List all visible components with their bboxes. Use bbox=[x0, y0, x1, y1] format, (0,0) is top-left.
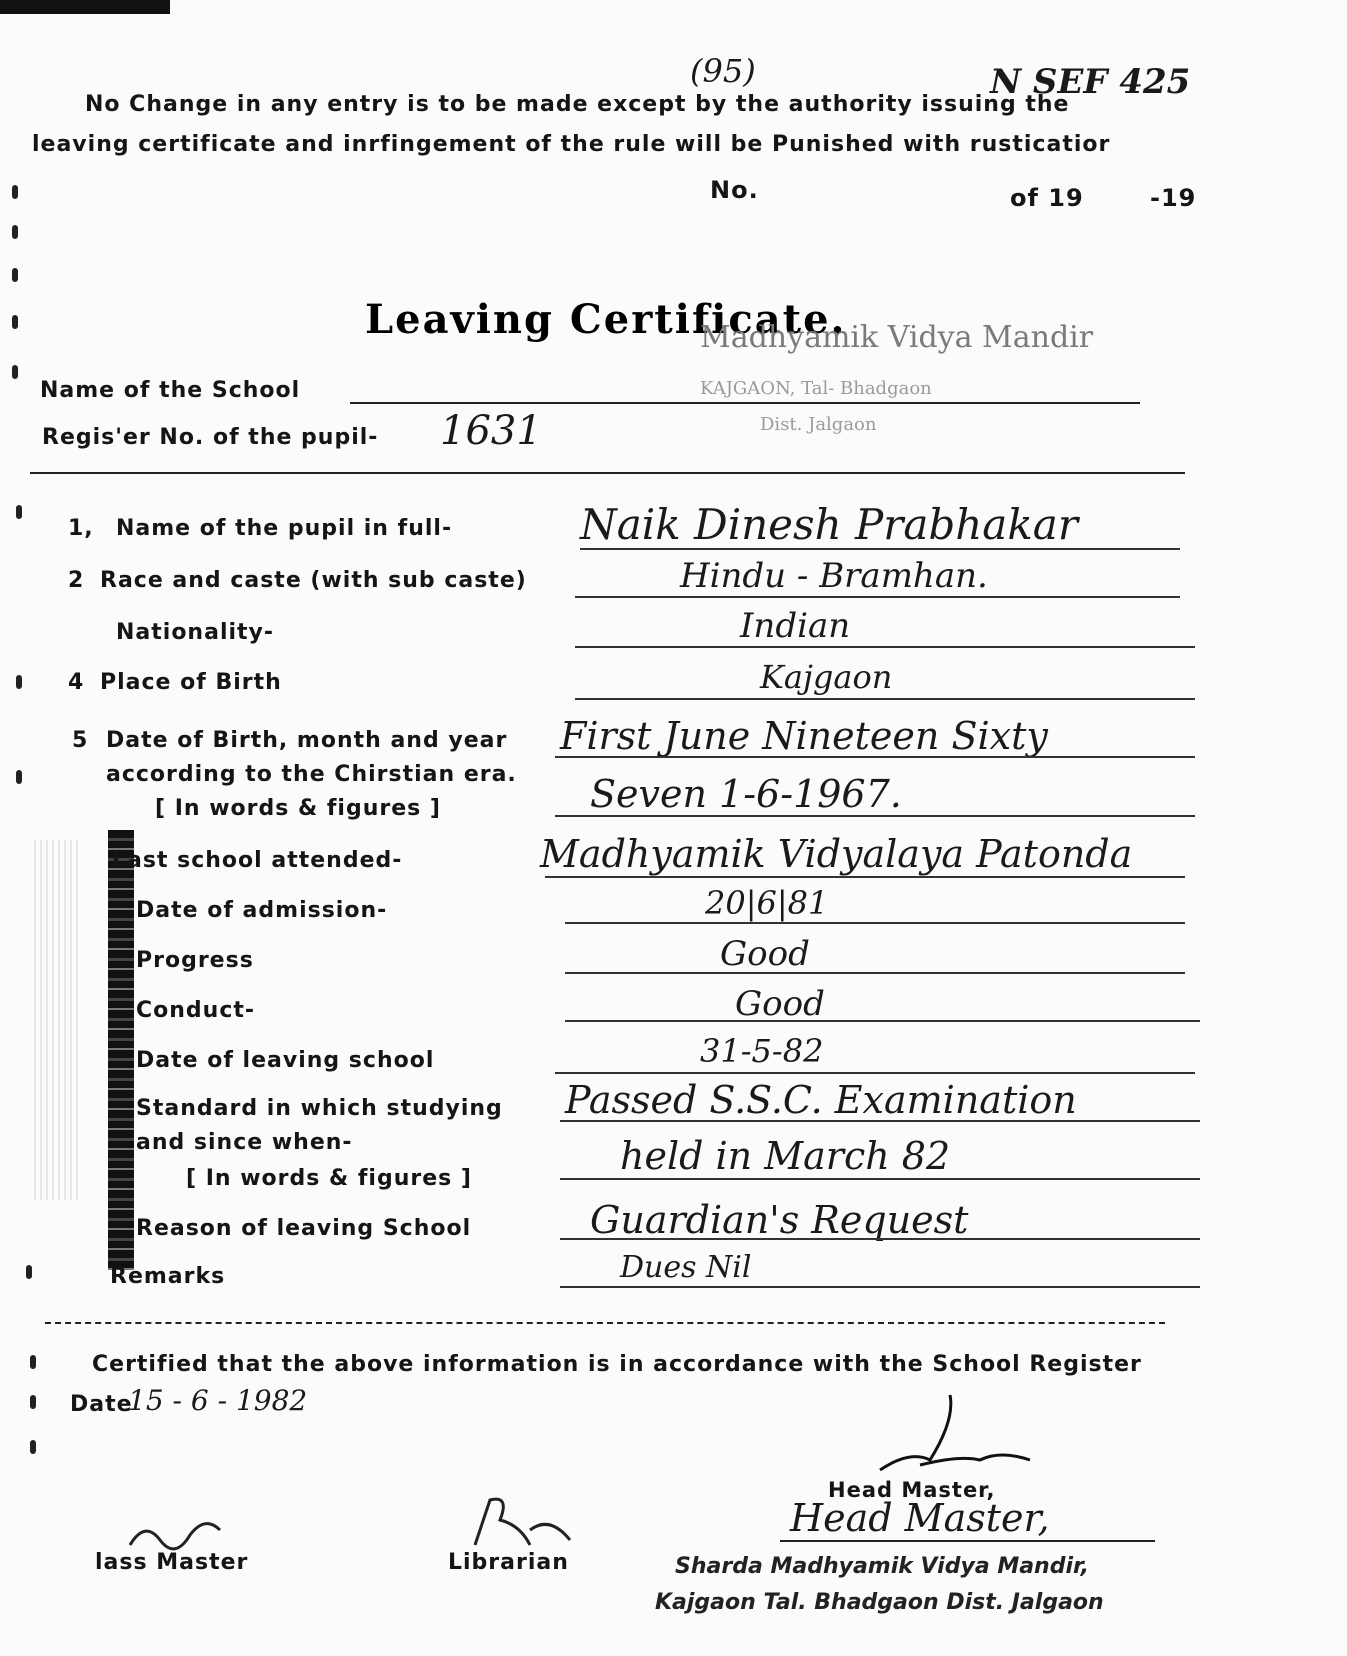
school-stamp-name: Sharda Madhyamik Vidya Mandir, bbox=[675, 1554, 1089, 1579]
school-name-label: Name of the School bbox=[40, 378, 301, 403]
field-label-standard-3: [ In words & figures ] bbox=[186, 1166, 472, 1191]
field-line bbox=[575, 596, 1180, 598]
field-line bbox=[560, 1120, 1200, 1122]
binding-dot bbox=[16, 770, 22, 784]
field-number: 4 bbox=[68, 670, 85, 695]
field-label-remarks: Remarks bbox=[110, 1264, 226, 1289]
date-value: 15 - 6 - 1982 bbox=[128, 1384, 308, 1417]
field-value-nationality: Indian bbox=[740, 606, 851, 646]
field-label-standard: Standard in which studying bbox=[136, 1096, 503, 1121]
field-value-progress: Good bbox=[720, 934, 810, 974]
field-label-dob: Date of Birth, month and year bbox=[106, 728, 508, 753]
field-label-conduct: Conduct- bbox=[136, 998, 256, 1023]
field-line bbox=[555, 815, 1195, 817]
field-value-standard-2: held in March 82 bbox=[620, 1134, 951, 1178]
binding-dot bbox=[12, 185, 18, 199]
field-line bbox=[560, 1178, 1200, 1180]
scan-smudge bbox=[34, 840, 82, 1200]
binding-dot bbox=[30, 1355, 36, 1369]
section-divider bbox=[45, 1322, 1165, 1324]
binding-dot bbox=[16, 505, 22, 519]
field-value-standard: Passed S.S.C. Examination bbox=[565, 1078, 1077, 1122]
certificate-title: Leaving Certificate. bbox=[365, 296, 847, 343]
certification-text: Certified that the above information is in accordance with the School Register bbox=[92, 1352, 1142, 1377]
binding-dot bbox=[12, 365, 18, 379]
head-master-stamp-line bbox=[780, 1540, 1155, 1542]
annotation-top-right: N SEF 425 bbox=[990, 62, 1191, 102]
field-value-name: Naik Dinesh Prabhakar bbox=[580, 500, 1078, 549]
field-line bbox=[560, 1238, 1200, 1240]
year-of-label: of 19 bbox=[1010, 184, 1084, 212]
field-label-standard-2: and since when- bbox=[136, 1130, 353, 1155]
field-value-birthplace: Kajgaon bbox=[760, 658, 893, 696]
field-value-last-school: Madhyamik Vidyalaya Patonda bbox=[540, 832, 1133, 876]
field-line bbox=[575, 698, 1195, 700]
register-no-value: 1631 bbox=[440, 408, 542, 454]
field-label-nationality: Nationality- bbox=[116, 620, 275, 645]
field-line bbox=[575, 646, 1195, 648]
year-suffix: -19 bbox=[1150, 184, 1197, 212]
field-line bbox=[555, 1072, 1195, 1074]
field-value-race: Hindu - Bramhan. bbox=[680, 556, 988, 596]
annotation-number: (95) bbox=[690, 52, 756, 90]
head-master-stamp: Head Master, bbox=[790, 1496, 1050, 1540]
field-line bbox=[565, 922, 1185, 924]
field-line bbox=[545, 876, 1185, 878]
binding-dot bbox=[30, 1440, 36, 1454]
field-label-name: Name of the pupil in full- bbox=[116, 516, 453, 541]
field-label-leaving-date: Date of leaving school bbox=[136, 1048, 435, 1073]
binding-dot bbox=[16, 675, 22, 689]
binding-dot bbox=[30, 1395, 36, 1409]
head-master-signature bbox=[860, 1390, 1040, 1485]
header-divider bbox=[30, 472, 1185, 474]
field-line bbox=[565, 1020, 1200, 1022]
field-label-birthplace: Place of Birth bbox=[100, 670, 282, 695]
field-value-dob: First June Nineteen Sixty bbox=[560, 714, 1048, 758]
school-stamp-address: Kajgaon Tal. Bhadgaon Dist. Jalgaon bbox=[655, 1590, 1104, 1615]
field-label-admission: Date of admission- bbox=[136, 898, 388, 923]
field-label-last-school: Last school attended- bbox=[112, 848, 403, 873]
register-no-label: Regis'er No. of the pupil- bbox=[42, 425, 379, 450]
binding-dot bbox=[12, 315, 18, 329]
school-stamp-line1: Madhyamik Vidya Mandir bbox=[700, 320, 1094, 355]
field-label-race: Race and caste (with sub caste) bbox=[100, 568, 527, 593]
field-value-reason: Guardian's Request bbox=[590, 1198, 969, 1242]
class-master-label: lass Master bbox=[95, 1550, 249, 1575]
head-master-printed-label: Head Master, bbox=[828, 1478, 996, 1502]
field-value-conduct: Good bbox=[735, 984, 825, 1024]
field-line bbox=[565, 972, 1185, 974]
binding-dot bbox=[12, 268, 18, 282]
field-value-dob-2: Seven 1-6-1967. bbox=[590, 772, 902, 816]
field-line bbox=[555, 756, 1195, 758]
school-stamp-line3: Dist. Jalgaon bbox=[760, 414, 877, 435]
warning-line-1: No Change in any entry is to be made except by the authority issuing the bbox=[85, 92, 1070, 117]
scan-edge bbox=[0, 0, 170, 14]
field-line bbox=[580, 548, 1180, 550]
field-label-progress: Progress bbox=[136, 948, 254, 973]
field-label-dob-2: according to the Chirstian era. bbox=[106, 762, 517, 787]
binding-dot bbox=[12, 225, 18, 239]
certificate-no-label: No. bbox=[710, 176, 759, 204]
field-label-reason: Reason of leaving School bbox=[136, 1216, 472, 1241]
field-label-dob-3: [ In words & figures ] bbox=[155, 796, 441, 821]
librarian-label: Librarian bbox=[448, 1550, 569, 1575]
field-number: 5 bbox=[72, 728, 89, 753]
school-stamp-line2: KAJGAON, Tal- Bhadgaon bbox=[700, 378, 932, 399]
field-value-remarks: Dues Nil bbox=[620, 1250, 752, 1285]
field-line bbox=[560, 1286, 1200, 1288]
field-number: 2 bbox=[68, 568, 85, 593]
field-value-leaving-date: 31-5-82 bbox=[700, 1032, 824, 1070]
field-number: 1, bbox=[68, 516, 94, 541]
date-label: Date bbox=[70, 1392, 133, 1417]
school-name-line bbox=[350, 402, 1140, 404]
torn-binding-edge bbox=[108, 830, 134, 1270]
binding-dot bbox=[26, 1265, 32, 1279]
field-value-admission: 20|6|81 bbox=[705, 884, 829, 922]
warning-line-2: leaving certificate and inrfingement of the rule will be Punished with rusticatior bbox=[32, 132, 1111, 157]
